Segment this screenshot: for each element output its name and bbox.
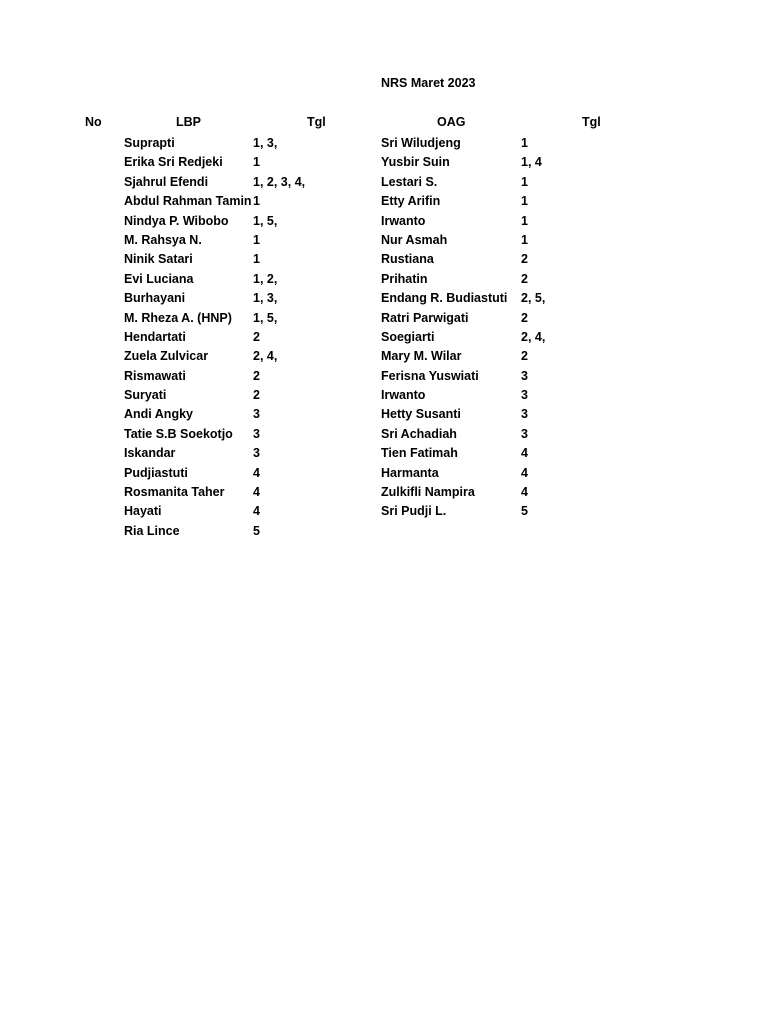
lbp-tgl-cell: 3 <box>253 407 260 422</box>
oag-tgl-cell: 2 <box>521 349 528 364</box>
lbp-name-cell: Nindya P. Wibobo <box>124 213 229 228</box>
lbp-name-cell: Tatie S.B Soekotjo <box>124 426 233 441</box>
lbp-name-cell: Suryati <box>124 388 167 403</box>
lbp-tgl-cell: 2, 4, <box>253 349 278 364</box>
oag-name-cell: Ratri Parwigati <box>381 310 469 325</box>
page-title: NRS Maret 2023 <box>381 76 476 90</box>
lbp-tgl-cell: 3 <box>253 426 260 441</box>
header-oag: OAG <box>437 115 466 129</box>
lbp-tgl-cell: 1 <box>253 252 260 267</box>
oag-name-cell: Irwanto <box>381 213 426 228</box>
lbp-tgl-cell: 1, 5, <box>253 310 278 325</box>
oag-name-cell: Sri Achadiah <box>381 426 457 441</box>
oag-tgl-cell: 3 <box>521 426 528 441</box>
oag-tgl-cell: 1 <box>521 194 528 209</box>
lbp-tgl-cell: 1, 5, <box>253 213 278 228</box>
lbp-tgl-cell: 4 <box>253 485 260 500</box>
oag-name-cell: Tien Fatimah <box>381 446 458 461</box>
oag-tgl-cell: 2, 4, <box>521 329 546 344</box>
oag-tgl-cell: 2 <box>521 310 528 325</box>
oag-name-cell: Rustiana <box>381 252 434 267</box>
oag-name-cell: Sri Wiludjeng <box>381 136 461 150</box>
lbp-tgl-cell: 1, 2, 3, 4, <box>253 174 306 189</box>
lbp-name-cell: Erika Sri Redjeki <box>124 155 223 170</box>
oag-name-cell: Hetty Susanti <box>381 407 461 422</box>
lbp-name-cell: Hendartati <box>124 329 186 344</box>
oag-tgl-cell: 1 <box>521 174 528 189</box>
oag-tgl-cell: 1, 4 <box>521 155 542 170</box>
lbp-tgl-cell: 1 <box>253 155 260 170</box>
lbp-name-cell: Rosmanita Taher <box>124 485 225 500</box>
lbp-name-cell: Zuela Zulvicar <box>124 349 209 364</box>
oag-tgl-cell: 2 <box>521 252 528 267</box>
lbp-name-cell: Rismawati <box>124 368 186 383</box>
lbp-name-cell: Ninik Satari <box>124 252 193 267</box>
lbp-tgl-cell: 1, 3, <box>253 136 278 150</box>
header-lbp: LBP <box>176 115 201 129</box>
oag-name-cell: Endang R. Budiastuti <box>381 291 508 306</box>
header-tgl-oag: Tgl <box>582 115 601 129</box>
lbp-name-cell: Ria Lince <box>124 523 180 538</box>
oag-name-cell: Nur Asmah <box>381 232 448 247</box>
lbp-tgl-cell: 3 <box>253 446 260 461</box>
lbp-name-column <box>124 134 252 541</box>
lbp-name-cell: Burhayani <box>124 291 186 306</box>
lbp-tgl-column <box>253 134 373 541</box>
oag-tgl-cell: 3 <box>521 368 528 383</box>
lbp-name-cell: Hayati <box>124 504 162 519</box>
lbp-name-cell: Andi Angky <box>124 407 193 422</box>
lbp-tgl-cell: 5 <box>253 523 260 538</box>
oag-tgl-cell: 3 <box>521 407 528 422</box>
oag-tgl-cell: 2, 5, <box>521 291 546 306</box>
lbp-tgl-cell: 1, 2, <box>253 271 278 286</box>
oag-name-cell: Ferisna Yuswiati <box>381 368 479 383</box>
lbp-name-cell: Sjahrul Efendi <box>124 174 209 189</box>
oag-name-cell: Harmanta <box>381 465 439 480</box>
lbp-tgl-cell: 2 <box>253 368 260 383</box>
oag-tgl-cell: 1 <box>521 213 528 228</box>
oag-name-cell: Lestari S. <box>381 174 438 189</box>
lbp-tgl-cell: 4 <box>253 465 260 480</box>
oag-name-cell: Prihatin <box>381 271 428 286</box>
oag-tgl-cell: 1 <box>521 232 528 247</box>
oag-tgl-cell: 4 <box>521 465 528 480</box>
lbp-name-cell: Iskandar <box>124 446 176 461</box>
oag-tgl-cell: 5 <box>521 504 528 519</box>
lbp-name-cell: Evi Luciana <box>124 271 194 286</box>
lbp-name-cell: M. Rheza A. (HNP) <box>124 310 232 325</box>
oag-name-column <box>381 134 519 522</box>
lbp-name-cell: Pudjiastuti <box>124 465 188 480</box>
header-tgl-lbp: Tgl <box>307 115 326 129</box>
lbp-tgl-cell: 1, 3, <box>253 291 278 306</box>
oag-tgl-cell: 1 <box>521 136 528 150</box>
oag-name-cell: Etty Arifin <box>381 194 441 209</box>
lbp-name-cell: Suprapti <box>124 136 175 150</box>
oag-name-cell: Zulkifli Nampira <box>381 485 475 500</box>
oag-name-cell: Soegiarti <box>381 329 435 344</box>
lbp-name-cell: Abdul Rahman Tamin <box>124 194 252 209</box>
oag-tgl-cell: 4 <box>521 446 528 461</box>
oag-name-cell: Yusbir Suin <box>381 155 450 170</box>
lbp-name-cell: M. Rahsya N. <box>124 232 202 247</box>
oag-tgl-cell: 2 <box>521 271 528 286</box>
lbp-tgl-cell: 1 <box>253 194 260 209</box>
lbp-tgl-cell: 2 <box>253 329 260 344</box>
lbp-tgl-cell: 1 <box>253 232 260 247</box>
oag-tgl-cell: 4 <box>521 485 528 500</box>
oag-name-cell: Sri Pudji L. <box>381 504 447 519</box>
oag-tgl-cell: 3 <box>521 388 528 403</box>
oag-tgl-column <box>521 134 621 522</box>
lbp-tgl-cell: 2 <box>253 388 260 403</box>
header-no: No <box>85 115 102 129</box>
oag-name-cell: Mary M. Wilar <box>381 349 462 364</box>
lbp-tgl-cell: 4 <box>253 504 260 519</box>
oag-name-cell: Irwanto <box>381 388 426 403</box>
